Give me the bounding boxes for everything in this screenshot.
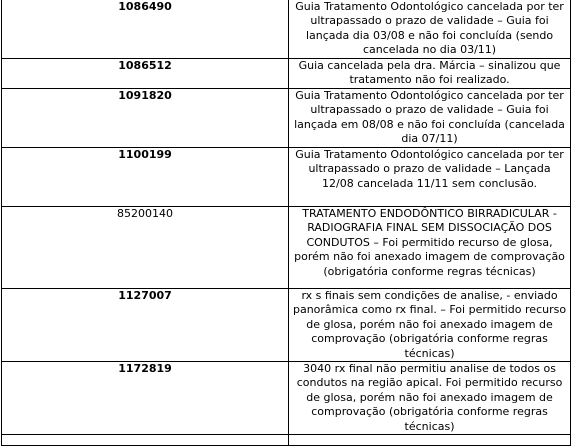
table-row: [2, 207, 571, 289]
guide-description: Guia Tratamento Odontológico cancelada por ter ultrapassado o prazo de validade – Lançada 12/08 cancelada 11/11 sem conclusão.: [295, 148, 564, 190]
procedure-code: 85200140: [117, 207, 174, 220]
empty-cell: [289, 435, 571, 446]
guide-code-cell: [2, 289, 289, 362]
description-cell: [289, 289, 571, 362]
table-row: [2, 289, 571, 362]
description-cell: [289, 207, 571, 289]
guide-code-cell: [2, 89, 289, 148]
guide-description: Guia Tratamento Odontológico cancelada por ter ultrapassado o prazo de validade – Guia foi lançada dia 03/08 e não foi concluída (sendo cancelada no dia 03/11): [295, 0, 564, 57]
empty-cell: [2, 435, 289, 446]
guide-description: Guia cancelada pela dra. Márcia – sinalizou que tratamento não foi realizado.: [298, 59, 561, 87]
table-row: [2, 148, 571, 207]
glosa-table-body: [2, 0, 571, 446]
description-cell: [289, 362, 571, 435]
guide-code-cell: [2, 148, 289, 207]
procedure-description: TRATAMENTO ENDODÔNTICO BIRRADICULAR - RADIOGRAFIA FINAL SEM DISSOCIAÇÃO DOS CONDUTOS – Foi permitido recurso de glosa, porém não foi anexado imagem de comprovação (obrigatória conforme regras técnicas): [294, 207, 565, 278]
guide-code: 1127007: [118, 289, 172, 302]
description-cell: [289, 59, 571, 89]
description-cell: [289, 148, 571, 207]
table-row: [2, 0, 571, 59]
guide-code-cell: [2, 59, 289, 89]
guide-description: 3040 rx final não permitiu analise de todos os condutos na região apical. Foi permitido recurso de glosa, porém não foi anexado imagem de comprovação (obrigatória conforme regras técnicas): [296, 362, 563, 433]
table-row-partial: [2, 435, 571, 446]
guide-code: 1086490: [118, 0, 172, 13]
guide-code-cell: [2, 0, 289, 59]
description-cell: [289, 89, 571, 148]
guide-code: 1172819: [118, 362, 172, 376]
glosa-table: [1, 0, 571, 446]
table-row: [2, 89, 571, 148]
guide-description: Guia Tratamento Odontológico cancelada por ter ultrapassado o prazo de validade – Guia foi lançada em 08/08 e não foi concluída (cancelada dia 07/11): [294, 89, 565, 146]
guide-code: 1086512: [118, 59, 172, 72]
table-row: [2, 59, 571, 89]
description-cell: [289, 0, 571, 59]
guide-description: rx s finais sem condições de analise, - enviado panorâmica como rx final. – Foi permitido recurso de glosa, porém não foi anexado imagem de comprovação (obrigatória conforme regras técnicas): [292, 289, 567, 360]
guide-code: 1091820: [118, 89, 172, 102]
guide-code: 1100199: [118, 148, 172, 161]
procedure-code-cell: [2, 207, 289, 289]
guide-code-cell: [2, 362, 289, 435]
table-row: [2, 362, 571, 435]
